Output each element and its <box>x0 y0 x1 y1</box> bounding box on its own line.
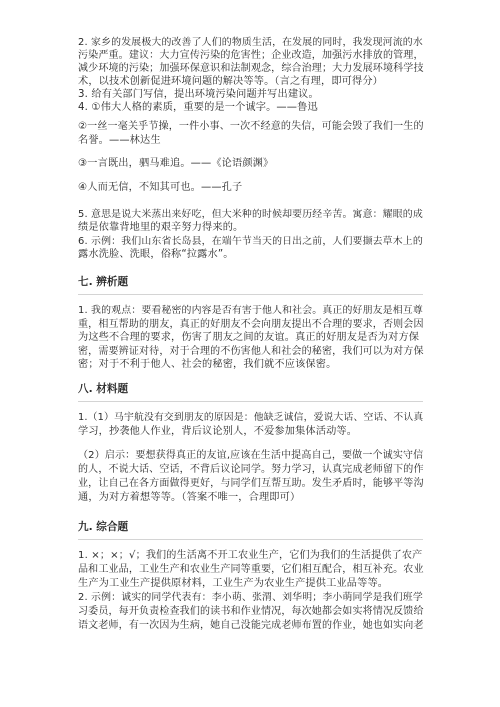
answer-line: ②一丝一毫关乎节操，一件小事、一次不经意的失信，可能会毁了我们一生的 <box>78 121 424 132</box>
answer-line: 名誉。——林达生 <box>78 135 161 146</box>
section-divider <box>78 539 423 540</box>
answer-line: 1.（1）马宇航没有交到朋友的原因是：他缺乏诚信，爱说大话、空话、不认真 <box>78 412 424 423</box>
answer-line: 2. 示例：诚实的同学代表有：李小萌、张渭、刘华明；李小萌同学是我们班学 <box>78 592 423 603</box>
answer-line: （2）启示：要想获得真正的友谊,应该在生活中提高自己，要做一个诚实守信 <box>78 450 424 461</box>
section-divider <box>78 294 423 295</box>
answer-line: 6. 示例：我们山东省长岛县，在端午节当天的日出之前，人们要撷去草木上的 <box>78 236 423 247</box>
answer-line: ④人而无信，不知其可也。——孔子 <box>78 182 243 193</box>
answer-line: 习委员，每开负责检查我们的读书和作业情况，每次她都会如实将情况反馈给 <box>78 606 424 617</box>
answer-line: ③一言既出，驷马难追。——《论语颜渊》 <box>78 158 274 169</box>
answer-line: 术，以技术创新促进环境问题的解决等等。（言之有理，即可得分） <box>78 76 384 87</box>
answer-line: 密，需要辨证对待，对于合理的不伤害他人和社会的秘密，我们可以为对方保 <box>78 346 424 357</box>
answer-line: 5. 意思是说大米蒸出来好吃，但大米种的时候却要历经辛苦。寓意：耀眼的成 <box>78 209 423 220</box>
answer-line: 露水洗脸、洗眼，俗称“拉露水”。 <box>78 249 234 260</box>
section-title-material: 八. 材料题 <box>78 383 129 395</box>
section-title-comprehensive: 九. 综合题 <box>78 521 129 533</box>
answer-line: 1. 我的观点：要看秘密的内容是否有害于他人和社会。真正的好朋友是相互尊 <box>78 305 423 316</box>
answer-line: 污染严重。建议：大力宣传污染的危害性；企业改造，加强污水排放的管理， <box>78 50 424 61</box>
answer-line: 密；对于不利于他人、社会的秘密，我们就不应该保密。 <box>78 359 337 370</box>
answer-line: 为这些不合理的要求，伤害了朋友之间的友谊。真正的好朋友是否为对方保 <box>78 332 420 343</box>
answer-line: 2. 家乡的发展极大的改善了人们的物质生活，在发展的同时，我发现河流的水 <box>78 37 423 48</box>
answer-line: 语文老师，有一次因为生病，她自己没能完成老师布置的作业，她也如实向老 <box>78 620 424 631</box>
answer-line: 业，让自己在各方面做得更好，与同学们互帮互助。发生矛盾时，能够平等沟 <box>78 478 424 489</box>
answer-line: 学习，抄袭他人作业，背后议论别人，不爱参加集体活动等。 <box>78 426 358 437</box>
answer-line: 减少环境的污染；加强环保意识和法制观念，综合治理；大力发展环境科学技 <box>78 63 424 74</box>
answer-line: 重，相互帮助的朋友，真正的好朋友不会向朋友提出不合理的要求，否则会因 <box>78 319 424 330</box>
answer-line: 通，为对方着想等等。（答案不唯一，合理即可） <box>78 492 301 503</box>
answer-line: 的人，不说大话、空话，不背后议论同学。努力学习，认真完成老师留下的作 <box>78 464 424 475</box>
section-divider <box>78 401 423 402</box>
answer-line: 生产为工业生产提供原材料，工业生产为农业生产提供工业品等等。 <box>78 578 389 589</box>
answer-line: 绩是依靠背地里的艰辛努力得来的。 <box>78 222 244 233</box>
section-title-analysis: 七. 辨析题 <box>78 276 129 288</box>
answer-line: 品和工业品，工业生产和农业生产同等重要，它们相互配合，相互补充。农业 <box>78 564 424 575</box>
answer-line: 4. ①伟大人格的素质，重要的是一个诚字。——鲁迅 <box>78 102 318 113</box>
answer-line: 3. 给有关部门写信，提出环境污染问题并写出建议。 <box>78 89 319 100</box>
answer-line: 1. ×；×；√；我们的生活离不开工农业生产，它们为我们的生活提供了农产 <box>78 550 423 561</box>
